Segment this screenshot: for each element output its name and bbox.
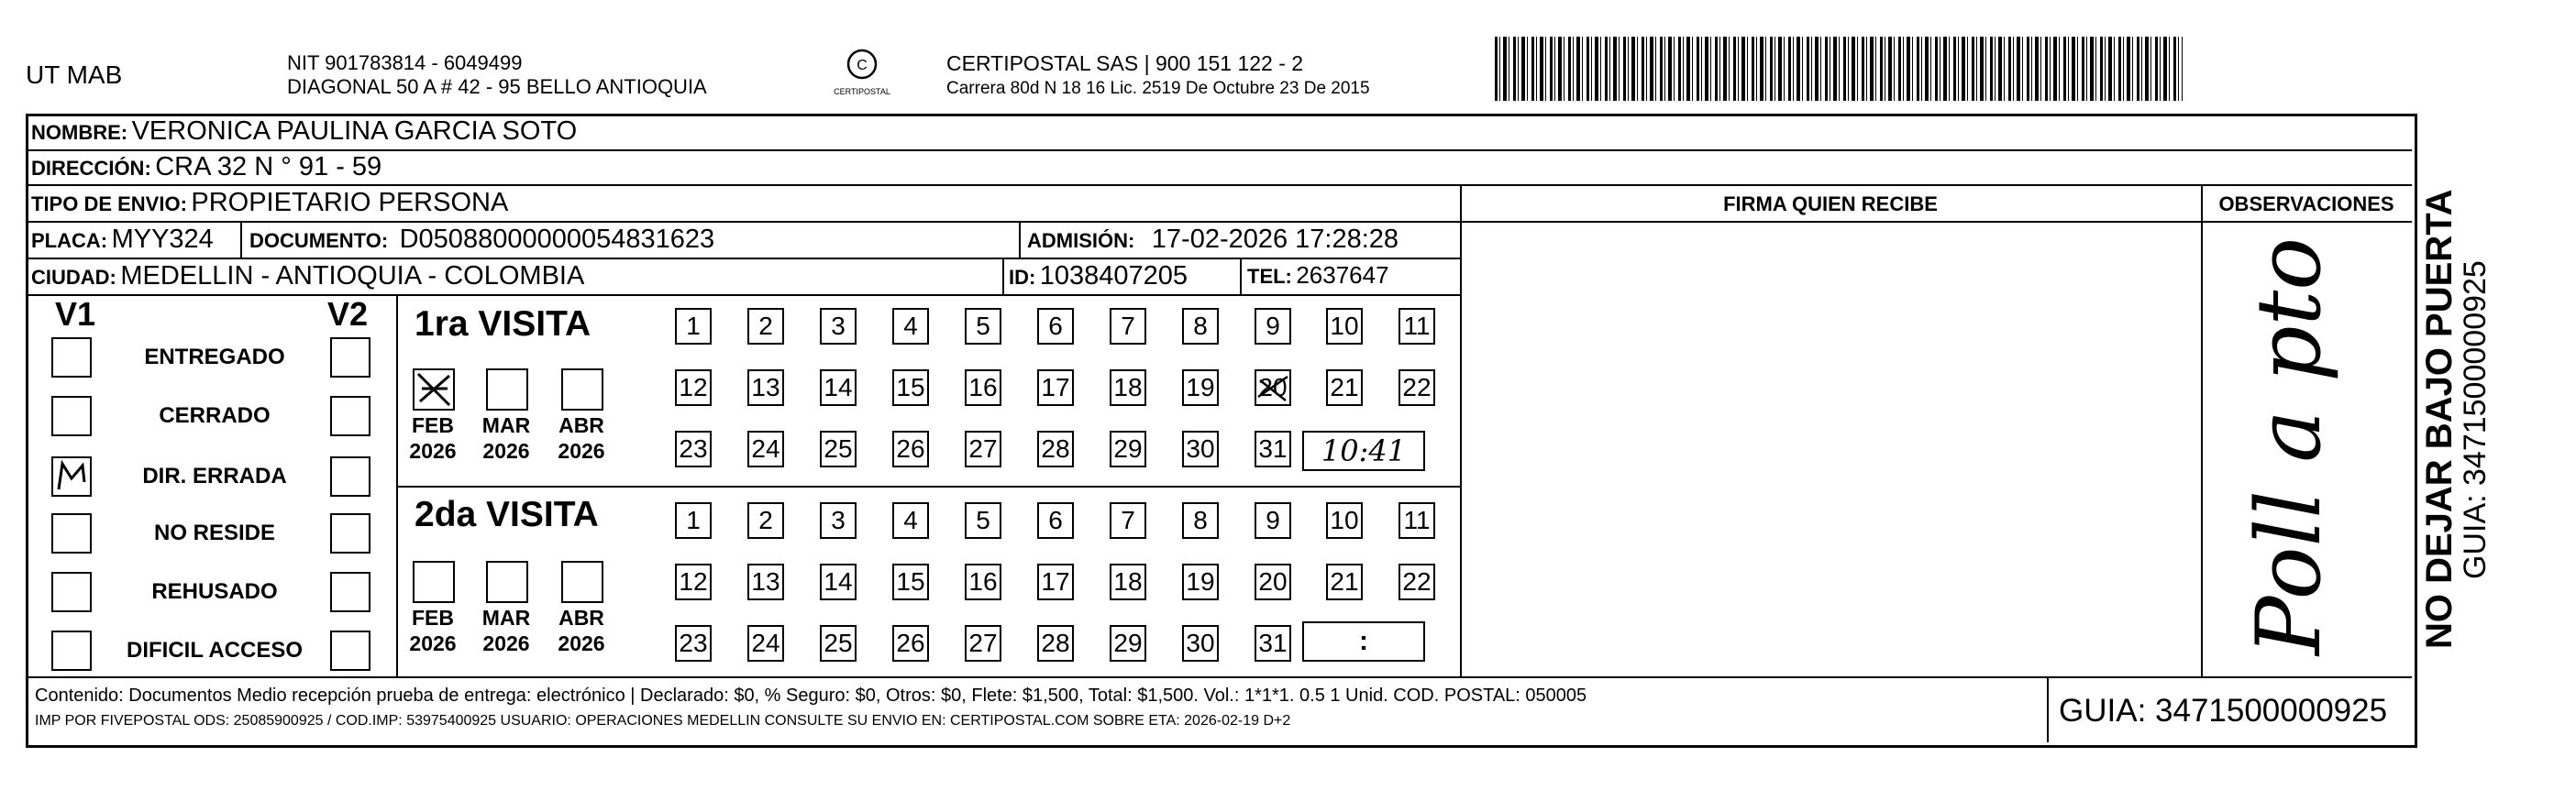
v2-checkbox[interactable] — [330, 337, 370, 378]
city-label: CIUDAD: — [31, 266, 116, 289]
first-visit-day-box[interactable]: 24 — [747, 431, 784, 467]
company-nit: NIT 901783814 - 6049499 — [287, 51, 523, 74]
first-visit-day-box[interactable]: 7 — [1110, 308, 1146, 345]
document-row — [249, 225, 714, 255]
first-visit-month-label: ABR — [558, 413, 604, 437]
second-visit-day-box[interactable]: 13 — [747, 564, 784, 600]
first-visit-month-year: 2026 — [482, 439, 530, 463]
v2-checkbox[interactable] — [330, 631, 370, 671]
second-visit-month-checkbox[interactable] — [561, 561, 603, 603]
v1-header: V1 — [55, 295, 96, 333]
second-visit-day-box[interactable]: 15 — [892, 564, 929, 600]
second-visit-day-box[interactable]: 27 — [965, 625, 1001, 662]
first-visit-month-year: 2026 — [558, 439, 605, 463]
second-visit-day-box[interactable]: 2 — [747, 502, 784, 539]
document-value: D05088000000054831623 — [399, 225, 715, 254]
second-visit-day-box[interactable]: 8 — [1182, 502, 1219, 539]
signature-label: FIRMA QUIEN RECIBE — [1723, 192, 1938, 215]
first-visit-day-box[interactable]: 4 — [892, 308, 929, 345]
first-visit-month-label: FEB — [412, 413, 454, 437]
second-visit-day-box[interactable]: 17 — [1037, 564, 1074, 600]
observations-label: OBSERVACIONES — [2218, 192, 2394, 215]
second-visit-day-box[interactable]: 16 — [965, 564, 1001, 600]
second-visit-day-box[interactable]: 26 — [892, 625, 929, 662]
first-visit-day-box[interactable]: 1 — [675, 308, 712, 345]
second-visit-month-label: MAR — [481, 606, 531, 630]
v2-checkbox[interactable] — [330, 513, 370, 554]
svg-text:C: C — [857, 58, 868, 73]
footer-guide-number: GUIA: 3471500000925 — [2059, 693, 2388, 729]
first-visit-title: 1ra VISITA — [415, 304, 591, 344]
first-visit-day-box[interactable]: 3 — [820, 308, 857, 345]
first-visit-day-box[interactable]: 27 — [965, 431, 1001, 467]
status-label: DIR. ERRADA — [142, 464, 287, 488]
logo-text: CERTIPOSTAL — [834, 87, 890, 96]
v2-checkbox[interactable] — [330, 572, 370, 612]
second-visit-day-box[interactable]: 11 — [1399, 502, 1435, 539]
first-visit-hour[interactable]: 10:41 — [1302, 431, 1425, 471]
v2-checkbox[interactable] — [330, 456, 370, 497]
recipient-name: VERONICA PAULINA GARCIA SOTO — [131, 116, 578, 146]
side-guide-number: GUIA: 3471500000925 — [2458, 260, 2493, 579]
shipment-type-row — [31, 188, 508, 218]
footer-print-info: IMP POR FIVEPOSTAL ODS: 25085900925 / COD.IMP: 53975400925 USUARIO: OPERACIONES MEDELLIN CONSULTE SU ENVIO EN: CERTIPOSTAL.COM SOBRE ETA: 2026-02-19 D+2 — [35, 713, 1291, 729]
second-visit-day-box[interactable]: 23 — [675, 625, 712, 662]
id-value: 1038407205 — [1039, 261, 1188, 291]
first-visit-day-box[interactable]: 30 — [1182, 431, 1219, 467]
second-visit-day-box[interactable]: 3 — [820, 502, 857, 539]
plate-value: MYY324 — [111, 225, 214, 254]
phone-row — [1247, 261, 1389, 290]
v1-checkbox[interactable] — [51, 572, 92, 612]
first-visit-day-box[interactable]: 19 — [1182, 369, 1219, 406]
admission-label: ADMISIÓN: — [1027, 229, 1135, 252]
status-label: REHUSADO — [151, 579, 278, 604]
second-visit-month-year: 2026 — [558, 631, 605, 655]
address-row — [31, 152, 381, 182]
second-visit-month-year: 2026 — [409, 631, 457, 655]
second-visit-day-box[interactable]: 5 — [965, 502, 1001, 539]
second-visit-day-box[interactable]: 31 — [1255, 625, 1291, 662]
shipment-type-value: PROPIETARIO PERSONA — [191, 188, 509, 217]
status-label: CERRADO — [159, 403, 271, 428]
recipient-name-row — [31, 116, 577, 147]
shipment-type-label: TIPO DE ENVIO: — [31, 192, 187, 215]
certipostal-name: CERTIPOSTAL SAS | 900 151 122 - 2 — [946, 51, 1304, 75]
status-label: DIFICIL ACCESO — [126, 638, 303, 663]
second-visit-day-box[interactable]: 25 — [820, 625, 857, 662]
first-visit-day-box[interactable]: 22 — [1399, 369, 1435, 406]
first-visit-day-box[interactable]: 31 — [1255, 431, 1291, 467]
second-visit-day-box[interactable]: 29 — [1110, 625, 1146, 662]
v1-checkbox[interactable] — [51, 337, 92, 378]
second-visit-month-checkbox[interactable] — [486, 561, 528, 603]
phone-label: TEL: — [1247, 265, 1292, 288]
first-visit-day-box[interactable]: 13 — [747, 369, 784, 406]
first-visit-month-checkbox[interactable] — [486, 368, 528, 411]
v1-checkbox[interactable] — [51, 631, 92, 671]
status-label: ENTREGADO — [144, 345, 285, 369]
second-visit-day-box[interactable]: 10 — [1326, 502, 1363, 539]
first-visit-day-box[interactable]: 26 — [892, 431, 929, 467]
second-visit-month-label: FEB — [412, 606, 454, 630]
second-visit-day-box[interactable]: 12 — [675, 564, 712, 600]
first-visit-day-box[interactable]: 29 — [1110, 431, 1146, 467]
second-visit-day-box[interactable]: 22 — [1399, 564, 1435, 600]
first-visit-day-box[interactable]: 18 — [1110, 369, 1146, 406]
certipostal-logo — [830, 44, 894, 108]
city-value: MEDELLIN - ANTIOQUIA - COLOMBIA — [120, 261, 585, 291]
barcode — [1495, 37, 2183, 101]
document-label: DOCUMENTO: — [249, 229, 389, 252]
address-label: DIRECCIÓN: — [31, 157, 151, 180]
v1-checkbox[interactable] — [51, 396, 92, 436]
address-value: CRA 32 N ° 91 - 59 — [155, 152, 382, 181]
v2-checkbox[interactable] — [330, 396, 370, 436]
first-visit-day-box[interactable]: 6 — [1037, 308, 1074, 345]
admission-row — [1027, 225, 1399, 255]
v2-header: V2 — [327, 295, 369, 333]
second-visit-month-label: ABR — [558, 606, 604, 630]
second-visit-day-box[interactable]: 1 — [675, 502, 712, 539]
first-visit-month-checkbox[interactable] — [413, 368, 455, 411]
certipostal-address: Carrera 80d N 18 16 Lic. 2519 De Octubre 23 De 2015 — [946, 79, 1370, 98]
footer-content: Contenido: Documentos Medio recepción prueba de entrega: electrónico | Declarado: $0, % Seguro: $0, Otros: $0, Flete: $1,500, Total: $1,500. Vol.: 1*1*1. 0.5 1 Unid. COD. POSTAL: 050005 — [35, 686, 1587, 706]
second-visit-day-box[interactable]: 14 — [820, 564, 857, 600]
first-visit-month-year: 2026 — [409, 439, 457, 463]
first-visit-day-box[interactable]: 14 — [820, 369, 857, 406]
company-address: DIAGONAL 50 A # 42 - 95 BELLO ANTIOQUIA — [287, 75, 707, 98]
first-visit-month-label: MAR — [481, 413, 531, 437]
second-visit-day-box[interactable]: 21 — [1326, 564, 1363, 600]
first-visit-day-box[interactable]: 2 — [747, 308, 784, 345]
first-visit-day-box[interactable]: 15 — [892, 369, 929, 406]
first-visit-day-box[interactable]: 12 — [675, 369, 712, 406]
first-visit-day-box[interactable]: 23 — [675, 431, 712, 467]
id-label: ID: — [1009, 266, 1036, 289]
company-name: UT MAB — [26, 60, 123, 89]
id-row — [1009, 261, 1188, 291]
status-label: NO RESIDE — [153, 521, 276, 545]
plate-row — [31, 225, 214, 255]
second-visit-day-box[interactable]: 30 — [1182, 625, 1219, 662]
second-visit-day-box[interactable]: 19 — [1182, 564, 1219, 600]
first-visit-day-box[interactable]: 17 — [1037, 369, 1074, 406]
v1-checkbox[interactable] — [51, 513, 92, 554]
first-visit-day-box[interactable]: 8 — [1182, 308, 1219, 345]
first-visit-day-box[interactable]: 28 — [1037, 431, 1074, 467]
handwritten-observation: Poll a pto — [2238, 237, 2340, 655]
v1-checkbox[interactable] — [51, 456, 92, 497]
first-visit-day-box[interactable]: 11 — [1399, 308, 1435, 345]
second-visit-day-box[interactable]: 24 — [747, 625, 784, 662]
recipient-name-label: NOMBRE: — [31, 121, 128, 144]
first-visit-day-box[interactable]: 5 — [965, 308, 1001, 345]
first-visit-day-box[interactable]: 21 — [1326, 369, 1363, 406]
second-visit-day-box[interactable]: 28 — [1037, 625, 1074, 662]
second-visit-day-box[interactable]: 18 — [1110, 564, 1146, 600]
second-visit-month-checkbox[interactable] — [413, 561, 455, 603]
phone-value: 2637647 — [1296, 261, 1389, 289]
second-visit-day-box[interactable]: 9 — [1255, 502, 1291, 539]
city-row — [31, 261, 584, 291]
first-visit-day-box[interactable]: 16 — [965, 369, 1001, 406]
admission-value: 17-02-2026 17:28:28 — [1151, 225, 1399, 254]
first-visit-month-checkbox[interactable] — [561, 368, 603, 411]
first-visit-day-box[interactable]: 9 — [1255, 308, 1291, 345]
first-visit-day-box[interactable]: 10 — [1326, 308, 1363, 345]
second-visit-day-box[interactable]: 4 — [892, 502, 929, 539]
second-visit-month-year: 2026 — [482, 631, 530, 655]
first-visit-day-box[interactable]: 20 — [1255, 369, 1291, 406]
second-visit-day-box[interactable]: 20 — [1255, 564, 1291, 600]
side-notice: NO DEJAR BAJO PUERTA — [2419, 189, 2460, 649]
plate-label: PLACA: — [31, 229, 108, 252]
day-scribble-mark — [1255, 369, 1291, 411]
second-visit-day-box[interactable]: 7 — [1110, 502, 1146, 539]
first-visit-day-box[interactable]: 25 — [820, 431, 857, 467]
second-visit-title: 2da VISITA — [415, 495, 599, 534]
second-visit-hour[interactable]: : — [1302, 621, 1425, 662]
second-visit-day-box[interactable]: 6 — [1037, 502, 1074, 539]
